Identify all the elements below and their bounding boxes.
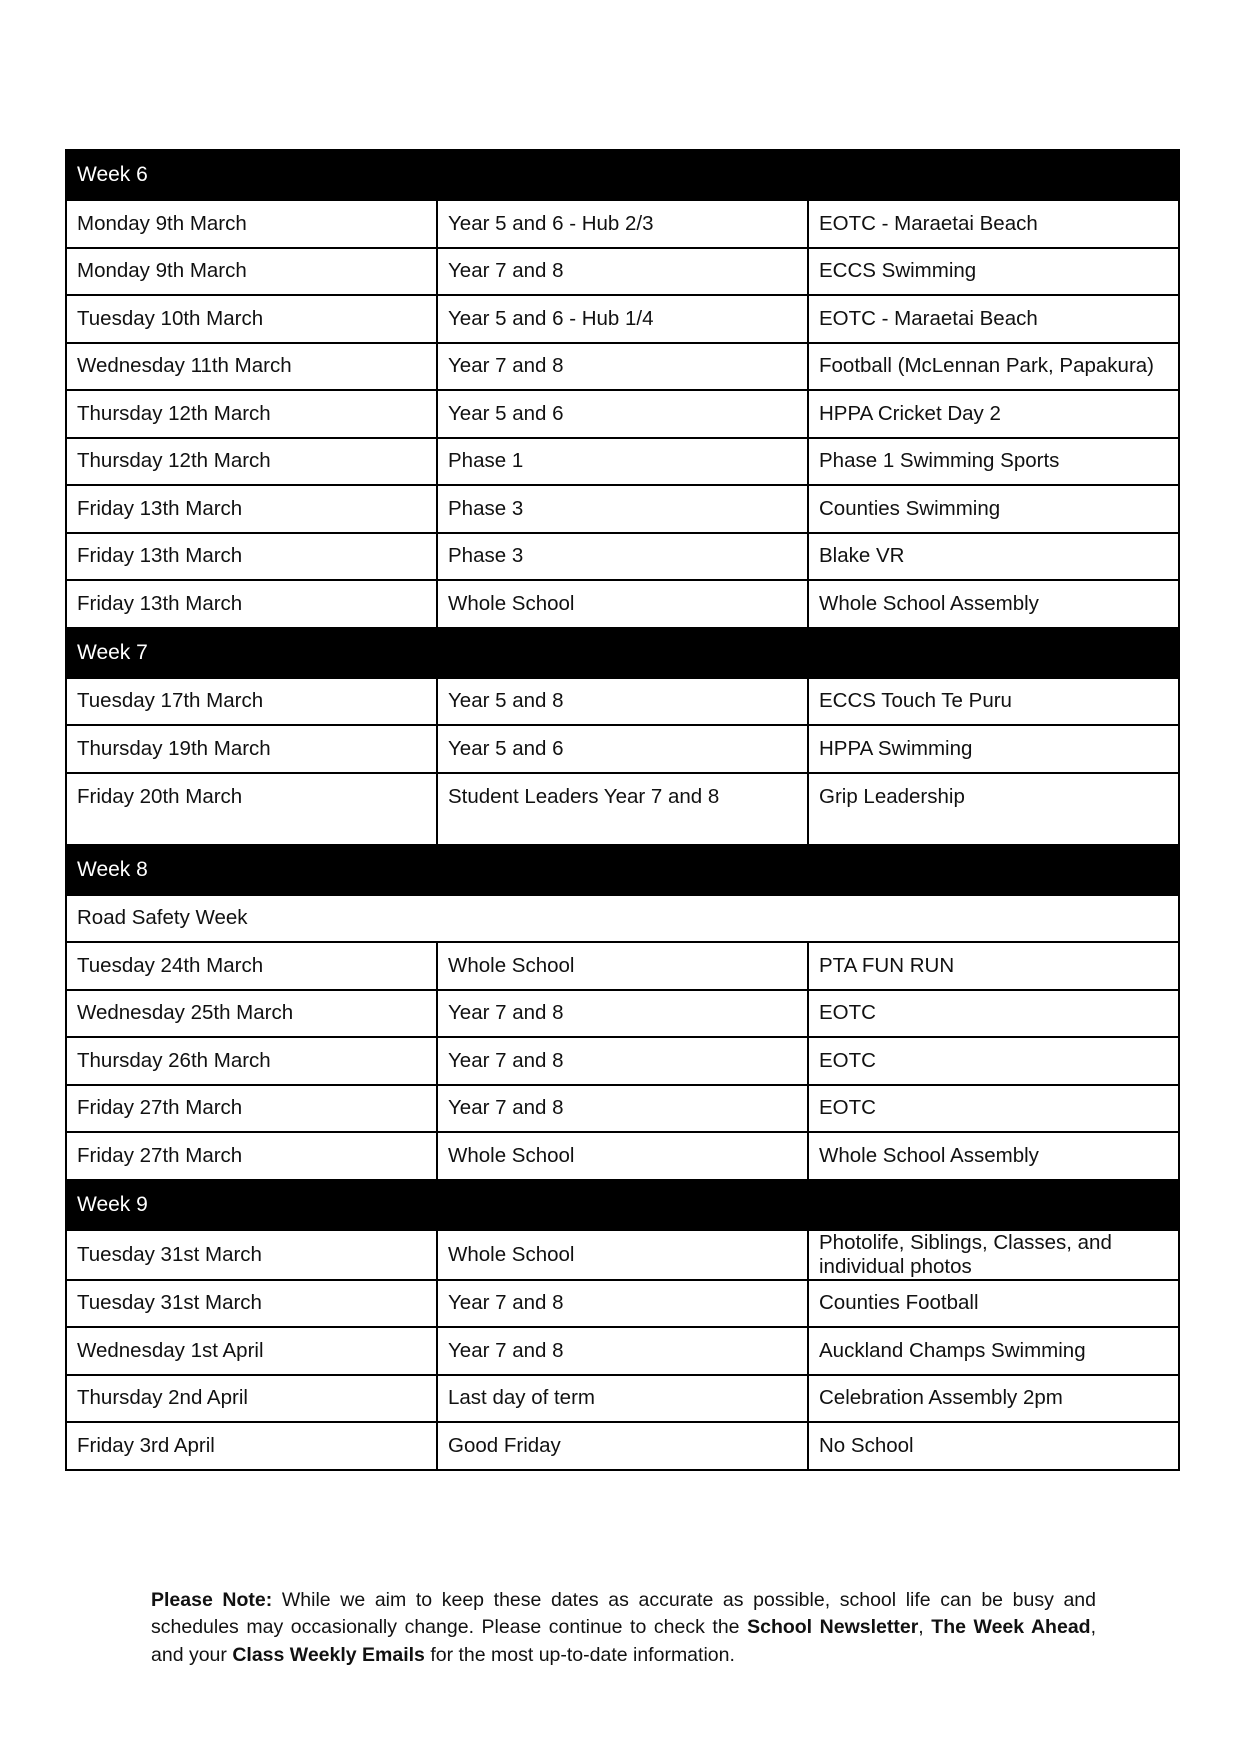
event-description: HPPA Swimming (808, 725, 1179, 773)
note-text: , (918, 1616, 932, 1638)
event-group: Good Friday (437, 1422, 808, 1470)
event-group: Phase 3 (437, 485, 808, 533)
week-title: Week 9 (66, 1180, 1179, 1230)
table-row (66, 533, 1179, 581)
event-date: Friday 27th March (66, 1132, 437, 1180)
event-description: EOTC (808, 1037, 1179, 1085)
table-row (66, 1085, 1179, 1133)
event-group: Year 7 and 8 (437, 1327, 808, 1375)
week-header-row (66, 845, 1179, 895)
event-date: Friday 27th March (66, 1085, 437, 1133)
event-date: Thursday 12th March (66, 438, 437, 486)
event-description: EOTC (808, 1085, 1179, 1133)
week-note-row (66, 895, 1179, 943)
event-date: Monday 9th March (66, 200, 437, 248)
event-date: Friday 13th March (66, 533, 437, 581)
event-date: Wednesday 25th March (66, 990, 437, 1038)
event-description: Photolife, Siblings, Classes, and individual photos (808, 1230, 1179, 1280)
event-group: Whole School (437, 1230, 808, 1280)
table-row (66, 942, 1179, 990)
table-row (66, 990, 1179, 1038)
event-date: Tuesday 24th March (66, 942, 437, 990)
event-date: Thursday 26th March (66, 1037, 437, 1085)
event-description: HPPA Cricket Day 2 (808, 390, 1179, 438)
event-date: Friday 20th March (66, 773, 437, 845)
event-group: Whole School (437, 580, 808, 628)
table-row (66, 678, 1179, 726)
table-row (66, 725, 1179, 773)
table-row (66, 295, 1179, 343)
event-description: Counties Football (808, 1280, 1179, 1328)
event-description: Football (McLennan Park, Papakura) (808, 343, 1179, 391)
week-title: Week 8 (66, 845, 1179, 895)
week-note: Road Safety Week (66, 895, 1179, 943)
table-row (66, 1375, 1179, 1423)
note-week-ahead: The Week Ahead (931, 1616, 1091, 1638)
event-description: ECCS Touch Te Puru (808, 678, 1179, 726)
table-row (66, 390, 1179, 438)
week-title: Week 7 (66, 628, 1179, 678)
event-date: Tuesday 31st March (66, 1230, 437, 1280)
event-description: Blake VR (808, 533, 1179, 581)
event-group: Whole School (437, 1132, 808, 1180)
note-class-emails: Class Weekly Emails (232, 1643, 425, 1666)
event-group: Phase 1 (437, 438, 808, 486)
event-group: Year 7 and 8 (437, 990, 808, 1038)
table-row (66, 773, 1179, 845)
event-description: No School (808, 1422, 1179, 1470)
please-note-paragraph (151, 1587, 1096, 1670)
event-group: Year 7 and 8 (437, 1280, 808, 1328)
week-header-row (66, 628, 1179, 678)
events-schedule-table (65, 149, 1180, 1471)
note-newsletter: School Newsletter (747, 1616, 919, 1638)
event-date: Friday 13th March (66, 580, 437, 628)
event-date: Tuesday 10th March (66, 295, 437, 343)
note-text: , and your (151, 1616, 1096, 1666)
event-description: Counties Swimming (808, 485, 1179, 533)
event-date: Friday 13th March (66, 485, 437, 533)
event-date: Thursday 12th March (66, 390, 437, 438)
event-date: Tuesday 31st March (66, 1280, 437, 1328)
table-row (66, 343, 1179, 391)
week-title: Week 6 (66, 150, 1179, 200)
event-group: Year 5 and 8 (437, 678, 808, 726)
event-description: Celebration Assembly 2pm (808, 1375, 1179, 1423)
event-description: EOTC (808, 990, 1179, 1038)
event-group: Year 7 and 8 (437, 343, 808, 391)
table-row (66, 485, 1179, 533)
table-row (66, 248, 1179, 296)
event-description: Whole School Assembly (808, 580, 1179, 628)
event-group: Year 5 and 6 - Hub 1/4 (437, 295, 808, 343)
event-date: Wednesday 1st April (66, 1327, 437, 1375)
event-date: Friday 3rd April (66, 1422, 437, 1470)
table-row (66, 438, 1179, 486)
event-group: Year 7 and 8 (437, 1037, 808, 1085)
event-description: ECCS Swimming (808, 248, 1179, 296)
event-date: Monday 9th March (66, 248, 437, 296)
table-row (66, 1327, 1179, 1375)
event-date: Thursday 2nd April (66, 1375, 437, 1423)
event-group: Year 5 and 6 - Hub 2/3 (437, 200, 808, 248)
event-group: Year 7 and 8 (437, 248, 808, 296)
table-row (66, 1230, 1179, 1280)
event-date: Tuesday 17th March (66, 678, 437, 726)
event-group: Year 5 and 6 (437, 390, 808, 438)
event-description: EOTC - Maraetai Beach (808, 295, 1179, 343)
event-description: Phase 1 Swimming Sports (808, 438, 1179, 486)
event-date: Thursday 19th March (66, 725, 437, 773)
table-row (66, 580, 1179, 628)
note-text: While we aim to keep these dates as accurate as possible, school life can be busy and schedules may occasionally change. Please continue to check the (151, 1588, 1096, 1638)
event-group: Year 5 and 6 (437, 725, 808, 773)
event-group: Phase 3 (437, 533, 808, 581)
event-description: Auckland Champs Swimming (808, 1327, 1179, 1375)
table-row (66, 200, 1179, 248)
event-description: PTA FUN RUN (808, 942, 1179, 990)
event-description: EOTC - Maraetai Beach (808, 200, 1179, 248)
table-row (66, 1280, 1179, 1328)
event-description: Grip Leadership (808, 773, 1179, 845)
event-date: Wednesday 11th March (66, 343, 437, 391)
event-group: Student Leaders Year 7 and 8 (437, 773, 808, 845)
note-text: for the most up-to-date information. (424, 1643, 735, 1666)
table-row (66, 1132, 1179, 1180)
event-group: Year 7 and 8 (437, 1085, 808, 1133)
table-row (66, 1037, 1179, 1085)
event-group: Whole School (437, 942, 808, 990)
event-group: Last day of term (437, 1375, 808, 1423)
week-header-row (66, 150, 1179, 200)
note-label: Please Note: (151, 1588, 273, 1611)
table-row (66, 1422, 1179, 1470)
week-header-row (66, 1180, 1179, 1230)
event-description: Whole School Assembly (808, 1132, 1179, 1180)
